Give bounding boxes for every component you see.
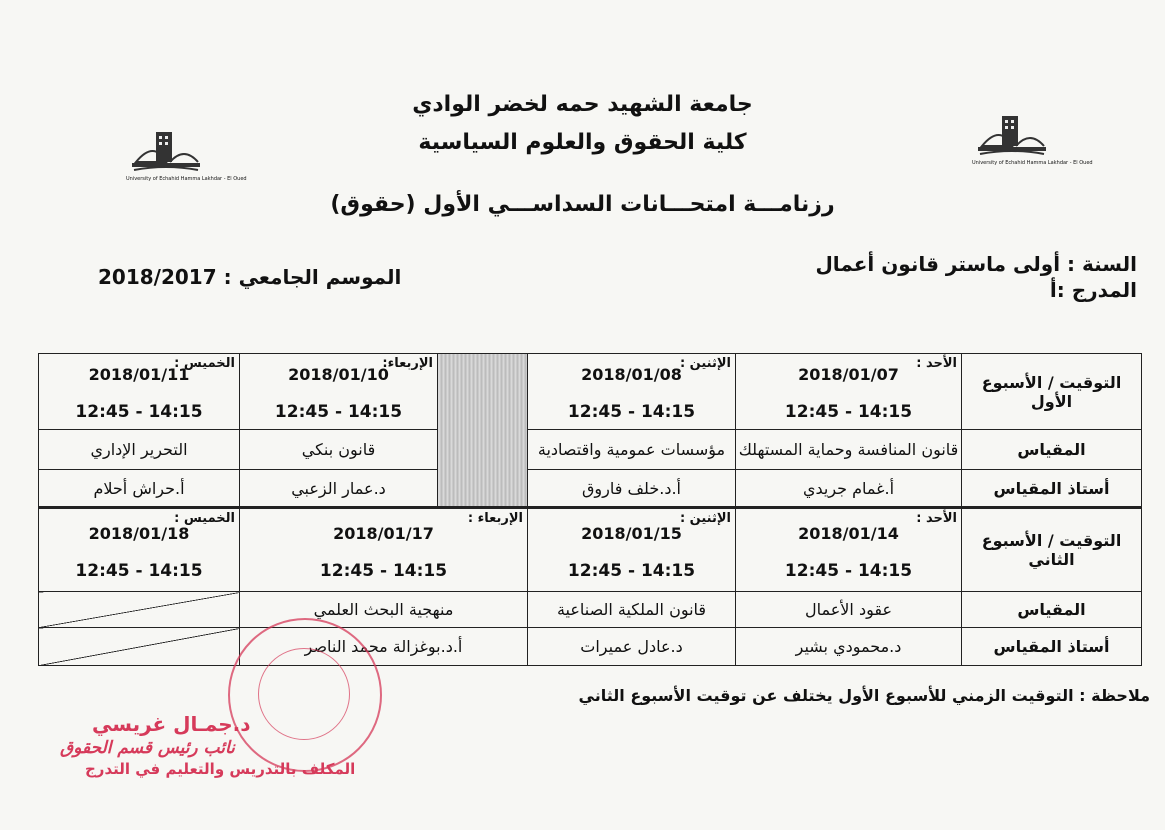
teacher-cell: أ.حراش أحلام (39, 470, 240, 508)
signature-role: نائب رئيس قسم الحقوق (60, 738, 235, 758)
week2-day-cell (39, 508, 240, 592)
week1-day-cell (39, 354, 240, 430)
empty-crossed-cell (39, 592, 240, 628)
faculty-name: كلية الحقوق والعلوم السياسية (418, 130, 747, 155)
official-stamp (228, 618, 382, 772)
subject-cell: منهجية البحث العلمي (240, 592, 528, 628)
day-name: الأحد : (916, 511, 957, 526)
teacher-cell: د.عادل عميرات (528, 628, 736, 666)
week1-date-row (39, 354, 1142, 430)
exam-schedule-table (38, 353, 1142, 666)
subject-cell: مؤسسات عمومية واقتصادية (528, 430, 736, 470)
week2-day-cell (736, 508, 962, 592)
subject-cell: قانون المنافسة وحماية المستهلك (736, 430, 962, 470)
column-separator (438, 354, 528, 508)
day-date: 2018/01/08 (581, 365, 682, 384)
day-date: 2018/01/10 (288, 365, 389, 384)
teacher-cell: د.عمار الزعبي (240, 470, 438, 508)
week2-subject-row (39, 592, 1142, 628)
hall-info: المدرج :أ (1049, 278, 1137, 302)
stamp-inner-ring (258, 648, 350, 740)
subject-label: المقياس (962, 592, 1142, 628)
day-name: الإربعاء: (382, 356, 433, 371)
day-date: 2018/01/14 (798, 523, 899, 543)
week1-day-cell (528, 354, 736, 430)
note-text: ملاحظة : التوقيت الزمني للأسبوع الأول يختلف عن توقيت الأسبوع الثاني (578, 686, 1150, 705)
day-date: 2018/01/07 (798, 365, 899, 384)
exam-time: 14:15 - 12:45 (319, 560, 448, 581)
week1-teacher-row (39, 470, 1142, 508)
week2-row-header: التوقيت / الأسبوع الثاني (962, 508, 1142, 592)
day-name: الخميس : (174, 511, 235, 526)
week2-day-cell (240, 508, 528, 592)
document-title: رزنامـــة امتحـــانات السداســـي الأول (حقوق) (330, 192, 835, 217)
day-date: 2018/01/11 (88, 365, 190, 384)
university-name: جامعة الشهيد حمه لخضر الوادي (412, 92, 753, 117)
subject-cell: قانون الملكية الصناعية (528, 592, 736, 628)
signature-name: د.جمـال غريسي (92, 712, 251, 736)
teacher-cell: أ.غمام جريدي (736, 470, 962, 508)
exam-time: 14:15 - 12:45 (567, 402, 696, 422)
week2-day-cell (528, 508, 736, 592)
subject-cell: عقود الأعمال (736, 592, 962, 628)
logo-caption: University of Echahid Hamma Lakhdar - El Oued (972, 160, 1093, 166)
day-date: 2018/01/17 (333, 523, 434, 543)
exam-time: 14:15 - 12:45 (274, 402, 403, 422)
logo-caption: University of Echahid Hamma Lakhdar - El Oued (126, 176, 247, 182)
week1-subject-row (39, 430, 1142, 470)
teacher-label: أستاذ المقياس (962, 470, 1142, 508)
subject-cell: التحرير الإداري (39, 430, 240, 470)
day-date: 2018/01/18 (88, 523, 190, 543)
exam-time: 14:15 - 12:45 (75, 402, 203, 422)
week2-teacher-row (39, 628, 1142, 666)
day-name: الإثنين : (679, 356, 731, 371)
teacher-cell: د.محمودي بشير (736, 628, 962, 666)
day-name: الإثنين : (679, 511, 731, 526)
season-info: الموسم الجامعي : 2018/2017 (98, 265, 402, 289)
day-name: الإربعاء : (467, 511, 523, 526)
signature-role-detail: المكلف بالتدريس والتعليم في التدرج (85, 760, 356, 778)
exam-time: 14:15 - 12:45 (784, 560, 913, 581)
exam-time: 14:15 - 12:45 (75, 560, 203, 581)
subject-cell: قانون بنكي (240, 430, 438, 470)
day-date: 2018/01/15 (581, 523, 682, 543)
exam-time: 14:15 - 12:45 (784, 402, 913, 422)
day-name: الخميس : (174, 356, 235, 371)
week1-row-header: التوقيت / الأسبوع الأول (962, 354, 1142, 430)
teacher-cell: أ.د.بوغزالة محمد الناصر (240, 628, 528, 666)
week1-day-cell (240, 354, 438, 430)
subject-label: المقياس (962, 430, 1142, 470)
year-info: السنة : أولى ماستر قانون أعمال (815, 252, 1137, 276)
week1-day-cell (736, 354, 962, 430)
empty-crossed-cell (39, 628, 240, 666)
exam-time: 14:15 - 12:45 (567, 560, 696, 581)
teacher-label: أستاذ المقياس (962, 628, 1142, 666)
teacher-cell: أ.د.خلف فاروق (528, 470, 736, 508)
day-name: الأحد : (916, 356, 957, 371)
week2-date-row (39, 508, 1142, 592)
